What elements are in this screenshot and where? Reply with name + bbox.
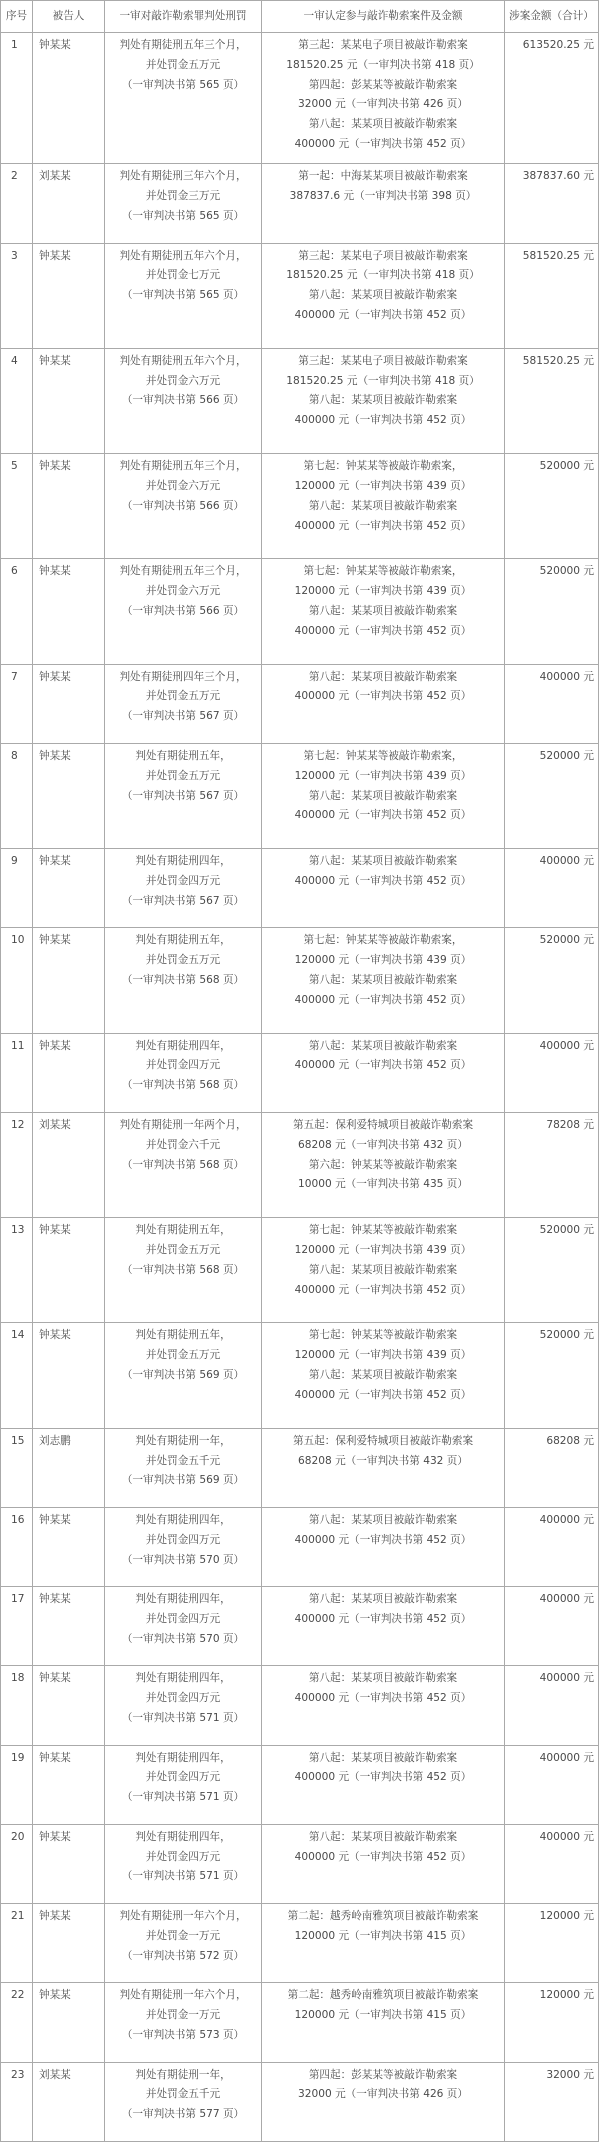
table-row: [1, 1666, 599, 1745]
sentence-cell: [105, 1033, 262, 1112]
table-row: [1, 1824, 599, 1903]
total-amount: 581520.25 元: [505, 348, 599, 453]
table-row: [1, 849, 599, 928]
sentence-line: 并处罚金一万元: [145, 2009, 221, 2022]
defendant-name: 刘某某: [33, 164, 105, 243]
sentence-line: 判处有期徒刑四年，: [135, 1039, 231, 1052]
sentence-line: （一审判决书第 566 页）: [121, 394, 245, 407]
row-number: 22: [1, 1983, 33, 2062]
total-amount: 520000 元: [505, 1323, 599, 1428]
table-row: [1, 164, 599, 243]
sentence-line: 并处罚金四万元: [145, 1612, 221, 1625]
cases-cell: [262, 348, 505, 453]
sentence-cell: [105, 1507, 262, 1586]
defendant-name: 刘某某: [33, 2062, 105, 2142]
table-header-row: [1, 1, 599, 33]
row-number: 10: [1, 928, 33, 1033]
total-amount: 581520.25 元: [505, 243, 599, 348]
cases-cell: [262, 33, 505, 164]
table-row: [1, 743, 599, 848]
cases-cell: [262, 1824, 505, 1903]
sentence-line: 判处有期徒刑四年，: [135, 1751, 231, 1764]
table-row: [1, 1112, 599, 1217]
sentence-line: 判处有期徒刑四年，: [135, 1830, 231, 1843]
row-number: 4: [1, 348, 33, 453]
sentence-line: 并处罚金五万元: [145, 1243, 221, 1256]
total-amount: 68208 元: [505, 1428, 599, 1507]
cases-line: 120000 元（一审判决书第 439 页）: [294, 479, 472, 492]
defendant-name: 钟某某: [33, 1323, 105, 1428]
row-number: 5: [1, 454, 33, 559]
total-amount: 520000 元: [505, 454, 599, 559]
total-amount: 520000 元: [505, 559, 599, 664]
cases-cell: [262, 1587, 505, 1666]
cases-line: 400000 元（一审判决书第 452 页）: [294, 414, 472, 427]
row-number: 12: [1, 1112, 33, 1217]
sentence-line: 并处罚金五万元: [145, 1349, 221, 1362]
defendant-name: 钟某某: [33, 664, 105, 743]
row-number: 1: [1, 33, 33, 164]
table-row: [1, 348, 599, 453]
sentence-line: 判处有期徒刑五年，: [135, 1224, 231, 1237]
cases-line: 120000 元（一审判决书第 415 页）: [294, 1929, 472, 1942]
sentence-line: 并处罚金六万元: [145, 479, 221, 492]
total-amount: 613520.25 元: [505, 33, 599, 164]
cases-line: 第二起：越秀岭南雅筑项目被敲诈勒索案: [287, 1989, 479, 2002]
sentence-line: 并处罚金六千元: [145, 1138, 221, 1151]
cases-line: 第三起：某某电子项目被敲诈勒索案: [298, 39, 468, 51]
table-body: [1, 33, 599, 2142]
cases-line: 400000 元（一审判决书第 452 页）: [294, 1612, 472, 1625]
cases-line: 400000 元（一审判决书第 452 页）: [294, 1283, 472, 1296]
cases-cell: [262, 1507, 505, 1586]
cases-cell: [262, 1983, 505, 2062]
cases-line: 第七起：钟某某等被敲诈勒索案，: [303, 565, 463, 578]
defendant-name: 钟某某: [33, 1507, 105, 1586]
defendant-name: 刘某某: [33, 1112, 105, 1217]
table-row: [1, 1323, 599, 1428]
sentence-line: （一审判决书第 565 页）: [121, 78, 245, 91]
sentence-line: 并处罚金六万元: [145, 585, 221, 598]
cases-line: 181520.25 元（一审判决书第 418 页）: [286, 374, 480, 387]
cases-line: 第八起：某某项目被敲诈勒索案: [308, 1513, 458, 1526]
cases-line: 120000 元（一审判决书第 439 页）: [294, 1243, 472, 1256]
header-defendant: 被告人: [33, 1, 105, 33]
cases-line: 400000 元（一审判决书第 452 页）: [294, 624, 472, 637]
cases-cell: [262, 1112, 505, 1217]
defendant-name: 钟某某: [33, 928, 105, 1033]
sentence-line: （一审判决书第 568 页）: [121, 1263, 245, 1276]
sentence-line: （一审判决书第 568 页）: [121, 1079, 245, 1092]
sentence-line: 判处有期徒刑五年，: [135, 934, 231, 947]
defendant-name: 钟某某: [33, 1666, 105, 1745]
total-amount: 32000 元: [505, 2062, 599, 2142]
cases-line: 387837.6 元（一审判决书第 398 页）: [289, 190, 477, 203]
sentence-cell: [105, 243, 262, 348]
sentence-line: 并处罚金四万元: [145, 1059, 221, 1072]
sentence-line: 判处有期徒刑一年六个月，: [119, 1989, 247, 2002]
cases-line: 400000 元（一审判决书第 452 页）: [294, 1771, 472, 1784]
total-amount: 400000 元: [505, 1507, 599, 1586]
sentence-line: （一审判决书第 568 页）: [121, 1158, 245, 1171]
cases-line: 第八起：某某项目被敲诈勒索案: [308, 605, 458, 617]
sentence-line: 并处罚金一万元: [145, 1929, 221, 1942]
cases-cell: [262, 1428, 505, 1507]
cases-cell: [262, 2062, 505, 2142]
cases-line: 第七起：钟某某等被敲诈勒索案，: [303, 934, 463, 947]
defendant-name: 钟某某: [33, 348, 105, 453]
cases-line: 第八起：某某项目被敲诈勒索案: [308, 974, 458, 986]
table-row: [1, 243, 599, 348]
sentence-cell: [105, 928, 262, 1033]
cases-cell: [262, 243, 505, 348]
cases-line: 181520.25 元（一审判决书第 418 页）: [286, 58, 480, 71]
cases-line: 400000 元（一审判决书第 452 页）: [294, 1850, 472, 1863]
cases-line: 400000 元（一审判决书第 452 页）: [294, 874, 472, 887]
sentence-cell: [105, 559, 262, 664]
cases-line: 第八起：某某项目被敲诈勒索案: [308, 289, 458, 302]
sentence-line: （一审判决书第 569 页）: [121, 1474, 245, 1487]
header-amount: 涉案金额（合计）: [505, 1, 599, 33]
total-amount: 400000 元: [505, 1666, 599, 1745]
sentence-line: （一审判决书第 569 页）: [121, 1369, 245, 1382]
sentence-line: 判处有期徒刑四年，: [135, 855, 231, 868]
cases-line: 第七起：钟某某等被敲诈勒索案: [308, 1224, 458, 1237]
cases-cell: [262, 454, 505, 559]
table-row: [1, 454, 599, 559]
total-amount: 400000 元: [505, 1587, 599, 1666]
row-number: 3: [1, 243, 33, 348]
cases-cell: [262, 1323, 505, 1428]
cases-line: 10000 元（一审判决书第 435 页）: [298, 1178, 468, 1191]
sentence-line: 并处罚金四万元: [145, 1850, 221, 1863]
defendant-name: 钟某某: [33, 1983, 105, 2062]
cases-line: 第八起：某某项目被敲诈勒索案: [308, 1830, 458, 1843]
cases-cell: [262, 743, 505, 848]
sentence-line: 判处有期徒刑五年三个月，: [119, 39, 247, 51]
defendant-name: 钟某某: [33, 1745, 105, 1824]
defendant-name: 刘志鹏: [33, 1428, 105, 1507]
cases-line: 第八起：某某项目被敲诈勒索案: [308, 1263, 458, 1276]
cases-cell: [262, 928, 505, 1033]
table-row: [1, 1428, 599, 1507]
row-number: 23: [1, 2062, 33, 2142]
sentence-line: （一审判决书第 565 页）: [121, 289, 245, 302]
cases-line: 400000 元（一审判决书第 452 页）: [294, 1059, 472, 1072]
sentence-line: 判处有期徒刑一年，: [135, 2068, 231, 2081]
table-row: [1, 1033, 599, 1112]
cases-line: 120000 元（一审判决书第 415 页）: [294, 2009, 472, 2022]
sentence-cell: [105, 1666, 262, 1745]
sentence-line: （一审判决书第 567 页）: [121, 789, 245, 802]
cases-line: 400000 元（一审判决书第 452 页）: [294, 519, 472, 532]
sentence-cell: [105, 454, 262, 559]
cases-line: 第一起：中海某某项目被敲诈勒索案: [298, 170, 468, 183]
table-row: [1, 1745, 599, 1824]
sentence-line: 并处罚金五万元: [145, 690, 221, 703]
sentence-line: 判处有期徒刑五年三个月，: [119, 460, 247, 473]
sentence-line: 判处有期徒刑一年两个月，: [119, 1118, 247, 1131]
sentence-line: （一审判决书第 568 页）: [121, 974, 245, 986]
cases-line: 第八起：某某项目被敲诈勒索案: [308, 855, 458, 868]
table-row: [1, 664, 599, 743]
total-amount: 400000 元: [505, 1745, 599, 1824]
cases-cell: [262, 164, 505, 243]
row-number: 20: [1, 1824, 33, 1903]
cases-line: 68208 元（一审判决书第 432 页）: [298, 1454, 468, 1467]
table-row: [1, 2062, 599, 2142]
row-number: 6: [1, 559, 33, 664]
sentence-line: 并处罚金三万元: [145, 190, 221, 203]
sentence-line: 并处罚金五千元: [145, 2088, 221, 2101]
cases-line: 第八起：某某项目被敲诈勒索案: [308, 1593, 458, 1606]
cases-cell: [262, 664, 505, 743]
row-number: 13: [1, 1218, 33, 1323]
sentence-line: 判处有期徒刑一年，: [135, 1434, 231, 1447]
defendant-name: 钟某某: [33, 243, 105, 348]
sentence-line: （一审判决书第 577 页）: [121, 2108, 245, 2121]
total-amount: 387837.60 元: [505, 164, 599, 243]
cases-line: 第四起：彭某某等被敲诈勒索案: [308, 2068, 458, 2081]
sentence-line: （一审判决书第 567 页）: [121, 710, 245, 723]
cases-line: 120000 元（一审判决书第 439 页）: [294, 954, 472, 967]
cases-line: 68208 元（一审判决书第 432 页）: [298, 1138, 468, 1151]
cases-cell: [262, 559, 505, 664]
cases-line: 第八起：某某项目被敲诈勒索案: [308, 499, 458, 512]
cases-line: 第八起：某某项目被敲诈勒索案: [308, 670, 458, 683]
sentence-cell: [105, 348, 262, 453]
total-amount: 520000 元: [505, 1218, 599, 1323]
sentence-cell: [105, 2062, 262, 2142]
sentence-cell: [105, 1323, 262, 1428]
sentence-line: （一审判决书第 565 页）: [121, 209, 245, 222]
sentence-cell: [105, 1745, 262, 1824]
sentence-line: 判处有期徒刑五年六个月，: [119, 249, 247, 262]
cases-line: 400000 元（一审判决书第 452 页）: [294, 809, 472, 822]
header-no: 序号: [1, 1, 33, 33]
sentence-line: 并处罚金五千元: [145, 1454, 221, 1467]
sentence-cell: [105, 1428, 262, 1507]
cases-line: 第七起：钟某某等被敲诈勒索案: [308, 1329, 458, 1342]
cases-line: 第六起：钟某某等被敲诈勒索案: [308, 1158, 458, 1171]
cases-line: 32000 元（一审判决书第 426 页）: [298, 98, 468, 111]
sentence-line: 并处罚金四万元: [145, 1692, 221, 1705]
sentence-line: （一审判决书第 570 页）: [121, 1553, 245, 1566]
sentence-cell: [105, 1218, 262, 1323]
cases-line: 第八起：某某项目被敲诈勒索案: [308, 1751, 458, 1764]
total-amount: 78208 元: [505, 1112, 599, 1217]
sentence-line: 判处有期徒刑三年六个月，: [119, 170, 247, 183]
sentence-line: 判处有期徒刑四年，: [135, 1513, 231, 1526]
defendant-name: 钟某某: [33, 33, 105, 164]
cases-cell: [262, 849, 505, 928]
cases-cell: [262, 1745, 505, 1824]
sentence-line: 并处罚金五万元: [145, 954, 221, 967]
cases-line: 第八起：某某项目被敲诈勒索案: [308, 1672, 458, 1685]
row-number: 16: [1, 1507, 33, 1586]
cases-line: 32000 元（一审判决书第 426 页）: [298, 2088, 468, 2101]
cases-line: 第八起：某某项目被敲诈勒索案: [308, 1369, 458, 1382]
sentence-line: （一审判决书第 571 页）: [121, 1791, 245, 1804]
sentence-line: 判处有期徒刑五年六个月，: [119, 354, 247, 367]
cases-line: 120000 元（一审判决书第 439 页）: [294, 1349, 472, 1362]
row-number: 8: [1, 743, 33, 848]
sentence-cell: [105, 1904, 262, 1983]
row-number: 15: [1, 1428, 33, 1507]
cases-line: 400000 元（一审判决书第 452 页）: [294, 1692, 472, 1705]
cases-line: 400000 元（一审判决书第 452 页）: [294, 137, 472, 150]
total-amount: 400000 元: [505, 849, 599, 928]
cases-cell: [262, 1218, 505, 1323]
defendant-name: 钟某某: [33, 559, 105, 664]
table-row: [1, 559, 599, 664]
total-amount: 400000 元: [505, 1033, 599, 1112]
defendant-name: 钟某某: [33, 1218, 105, 1323]
defendant-name: 钟某某: [33, 1587, 105, 1666]
sentence-cell: [105, 849, 262, 928]
sentence-line: （一审判决书第 566 页）: [121, 605, 245, 617]
total-amount: 120000 元: [505, 1983, 599, 2062]
table-row: [1, 1983, 599, 2062]
cases-line: 第二起：越秀岭南雅筑项目被敲诈勒索案: [287, 1910, 479, 1923]
sentence-line: 判处有期徒刑四年三个月，: [119, 670, 247, 683]
cases-cell: [262, 1033, 505, 1112]
header-cases: 一审认定参与敲诈勒索案件及金额: [262, 1, 505, 33]
sentence-line: 判处有期徒刑一年六个月，: [119, 1910, 247, 1923]
cases-line: 第四起：彭某某等被敲诈勒索案: [308, 78, 458, 91]
sentence-line: 判处有期徒刑四年，: [135, 1672, 231, 1685]
cases-line: 400000 元（一审判决书第 452 页）: [294, 1388, 472, 1401]
row-number: 9: [1, 849, 33, 928]
sentence-line: 并处罚金七万元: [145, 269, 221, 282]
cases-line: 第七起：钟某某等被敲诈勒索案，: [303, 749, 463, 762]
cases-line: 第五起：保利爱特城项目被敲诈勒索案: [292, 1434, 474, 1447]
table-row: [1, 1507, 599, 1586]
row-number: 21: [1, 1904, 33, 1983]
row-number: 18: [1, 1666, 33, 1745]
sentence-line: 并处罚金五万元: [145, 769, 221, 782]
sentence-line: 判处有期徒刑五年，: [135, 749, 231, 762]
cases-line: 400000 元（一审判决书第 452 页）: [294, 690, 472, 703]
cases-line: 第三起：某某电子项目被敲诈勒索案: [298, 354, 468, 367]
cases-line: 120000 元（一审判决书第 439 页）: [294, 769, 472, 782]
cases-line: 第七起：钟某某等被敲诈勒索案，: [303, 460, 463, 473]
sentence-line: 判处有期徒刑五年，: [135, 1329, 231, 1342]
sentence-cell: [105, 164, 262, 243]
defendant-name: 钟某某: [33, 743, 105, 848]
sentence-line: 并处罚金四万元: [145, 1771, 221, 1784]
row-number: 11: [1, 1033, 33, 1112]
cases-cell: [262, 1904, 505, 1983]
total-amount: 520000 元: [505, 928, 599, 1033]
sentence-line: （一审判决书第 570 页）: [121, 1632, 245, 1645]
sentence-cell: [105, 1983, 262, 2062]
row-number: 19: [1, 1745, 33, 1824]
sentence-line: 并处罚金四万元: [145, 1533, 221, 1546]
cases-line: 第八起：某某项目被敲诈勒索案: [308, 118, 458, 131]
defendant-name: 钟某某: [33, 1904, 105, 1983]
defendant-name: 钟某某: [33, 849, 105, 928]
table-row: [1, 33, 599, 164]
cases-line: 第八起：某某项目被敲诈勒索案: [308, 1039, 458, 1052]
sentence-line: （一审判决书第 566 页）: [121, 499, 245, 512]
sentence-line: （一审判决书第 572 页）: [121, 1949, 245, 1962]
defendant-name: 钟某某: [33, 1033, 105, 1112]
total-amount: 520000 元: [505, 743, 599, 848]
sentence-line: 判处有期徒刑四年，: [135, 1593, 231, 1606]
header-sentence: 一审对敲诈勒索罪判处刑罚: [105, 1, 262, 33]
sentence-line: 判处有期徒刑五年三个月，: [119, 565, 247, 578]
cases-line: 第五起：保利爱特城项目被敲诈勒索案: [292, 1118, 474, 1131]
sentence-line: （一审判决书第 571 页）: [121, 1870, 245, 1883]
cases-line: 第八起：某某项目被敲诈勒索案: [308, 789, 458, 802]
sentence-line: （一审判决书第 567 页）: [121, 894, 245, 907]
row-number: 17: [1, 1587, 33, 1666]
table-row: [1, 1587, 599, 1666]
defendant-name: 钟某某: [33, 1824, 105, 1903]
cases-cell: [262, 1666, 505, 1745]
cases-line: 第八起：某某项目被敲诈勒索案: [308, 394, 458, 407]
sentence-cell: [105, 33, 262, 164]
sentence-cell: [105, 1587, 262, 1666]
sentence-line: （一审判决书第 571 页）: [121, 1712, 245, 1724]
cases-line: 400000 元（一审判决书第 452 页）: [294, 1533, 472, 1546]
total-amount: 400000 元: [505, 1824, 599, 1903]
cases-line: 400000 元（一审判决书第 452 页）: [294, 308, 472, 321]
sentence-cell: [105, 743, 262, 848]
defendant-name: 钟某某: [33, 454, 105, 559]
table-row: [1, 928, 599, 1033]
cases-line: 181520.25 元（一审判决书第 418 页）: [286, 269, 480, 282]
table-row: [1, 1904, 599, 1983]
sentence-line: 并处罚金六万元: [145, 374, 221, 387]
sentence-line: 并处罚金五万元: [145, 58, 221, 71]
table-row: [1, 1218, 599, 1323]
row-number: 14: [1, 1323, 33, 1428]
sentence-cell: [105, 1112, 262, 1217]
cases-line: 400000 元（一审判决书第 452 页）: [294, 993, 472, 1006]
cases-line: 第三起：某某电子项目被敲诈勒索案: [298, 249, 468, 262]
row-number: 2: [1, 164, 33, 243]
total-amount: 400000 元: [505, 664, 599, 743]
cases-line: 120000 元（一审判决书第 439 页）: [294, 585, 472, 598]
sentence-line: （一审判决书第 573 页）: [121, 2028, 245, 2041]
sentence-cell: [105, 1824, 262, 1903]
total-amount: 120000 元: [505, 1904, 599, 1983]
sentence-cell: [105, 664, 262, 743]
row-number: 7: [1, 664, 33, 743]
sentence-line: 并处罚金四万元: [145, 874, 221, 887]
